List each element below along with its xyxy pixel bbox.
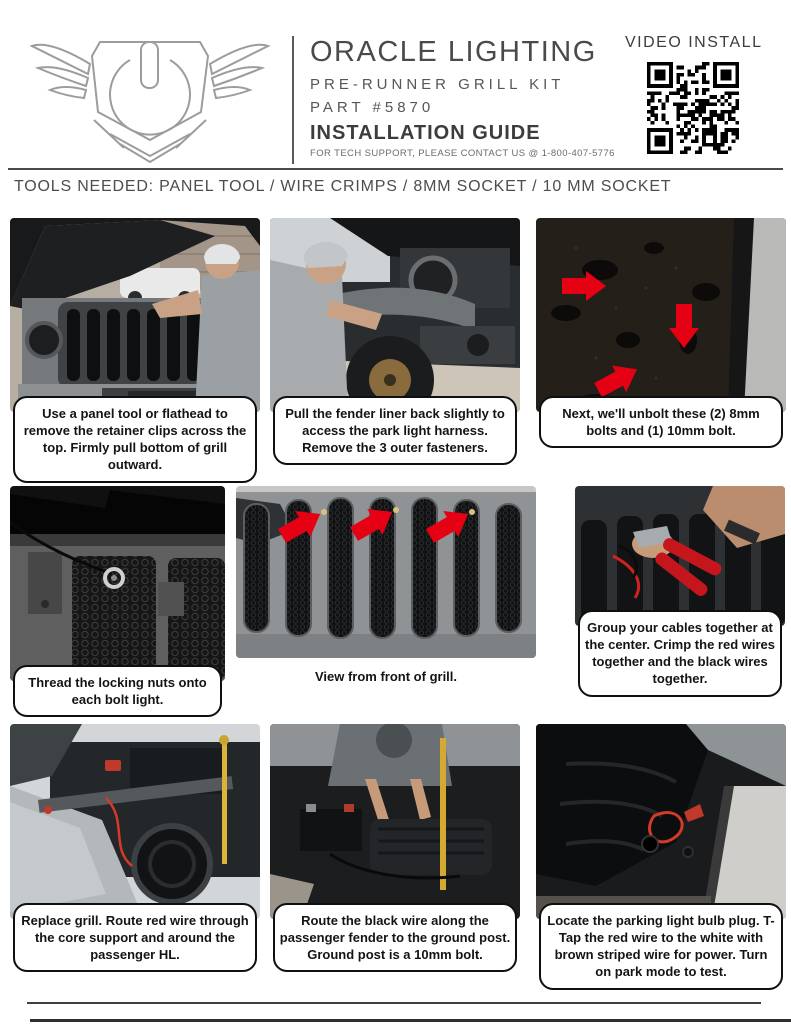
guide-title: INSTALLATION GUIDE [310,122,541,144]
photo-unbolt-underside [536,218,786,412]
header-divider [8,168,783,170]
photo-fender-liner [270,218,520,412]
step-4-caption: Thread the locking nuts onto each bolt light. [13,665,222,717]
step-6 [575,486,785,697]
product-subtitle: PRE-RUNNER GRILL KIT [310,76,565,93]
part-number: PART #5870 [310,99,435,116]
step-9 [536,724,786,990]
photo-grill-removal [10,218,260,412]
photo-crimp-cables [575,486,785,626]
photo-ground-post-route [270,724,520,919]
step-3-caption: Next, we'll unbolt these (2) 8mm bolts and (1) 10mm bolt. [539,396,783,448]
photo-locking-nuts [10,486,225,681]
step-8 [270,724,520,972]
step-3 [536,218,786,448]
brand-title: ORACLE LIGHTING [310,36,597,68]
step-4 [10,486,225,717]
support-line: FOR TECH SUPPORT, PLEASE CONTACT US @ 1-800-407-5776 [310,148,615,159]
photo-grill-front-view [236,486,536,658]
step-1 [10,218,260,483]
step-7 [10,724,260,972]
video-install-label: VIDEO INSTALL [625,34,763,51]
step-7-caption: Replace grill. Route red wire through the core support and around the passenger HL. [13,903,257,972]
step-8-caption: Route the black wire along the passenger fender to the ground post. Ground post is a 10mm bolt. [273,903,517,972]
step-2 [270,218,520,465]
step-9-caption: Locate the parking light bulb plug. T-Tap the red wire to the white with brown striped wire for power. Turn on park mode to test. [539,903,783,990]
photo-parking-light-plug [536,724,786,919]
title-block [292,36,615,164]
qr-code [647,62,739,154]
tools-needed-line: TOOLS NEEDED: PANEL TOOL / WIRE CRIMPS / 8MM SOCKET / 10 MM SOCKET [14,178,672,195]
footer-bottom-rule [30,1019,791,1022]
photo-replace-grill-route-wire [10,724,260,919]
step-5-caption: View from front of grill. [314,669,458,684]
step-2-caption: Pull the fender liner back slightly to access the park light harness. Remove the 3 outer fasteners. [273,396,517,465]
step-5 [236,486,536,687]
step-6-caption: Group your cables together at the center. Crimp the red wires together and the black wires together. [578,610,782,697]
step-1-caption: Use a panel tool or flathead to remove the retainer clips across the top. Firmly pull bottom of grill outward. [13,396,257,483]
video-install-block [625,34,761,154]
footer-divider [27,1002,761,1004]
oracle-lighting-logo-icon [28,16,272,168]
